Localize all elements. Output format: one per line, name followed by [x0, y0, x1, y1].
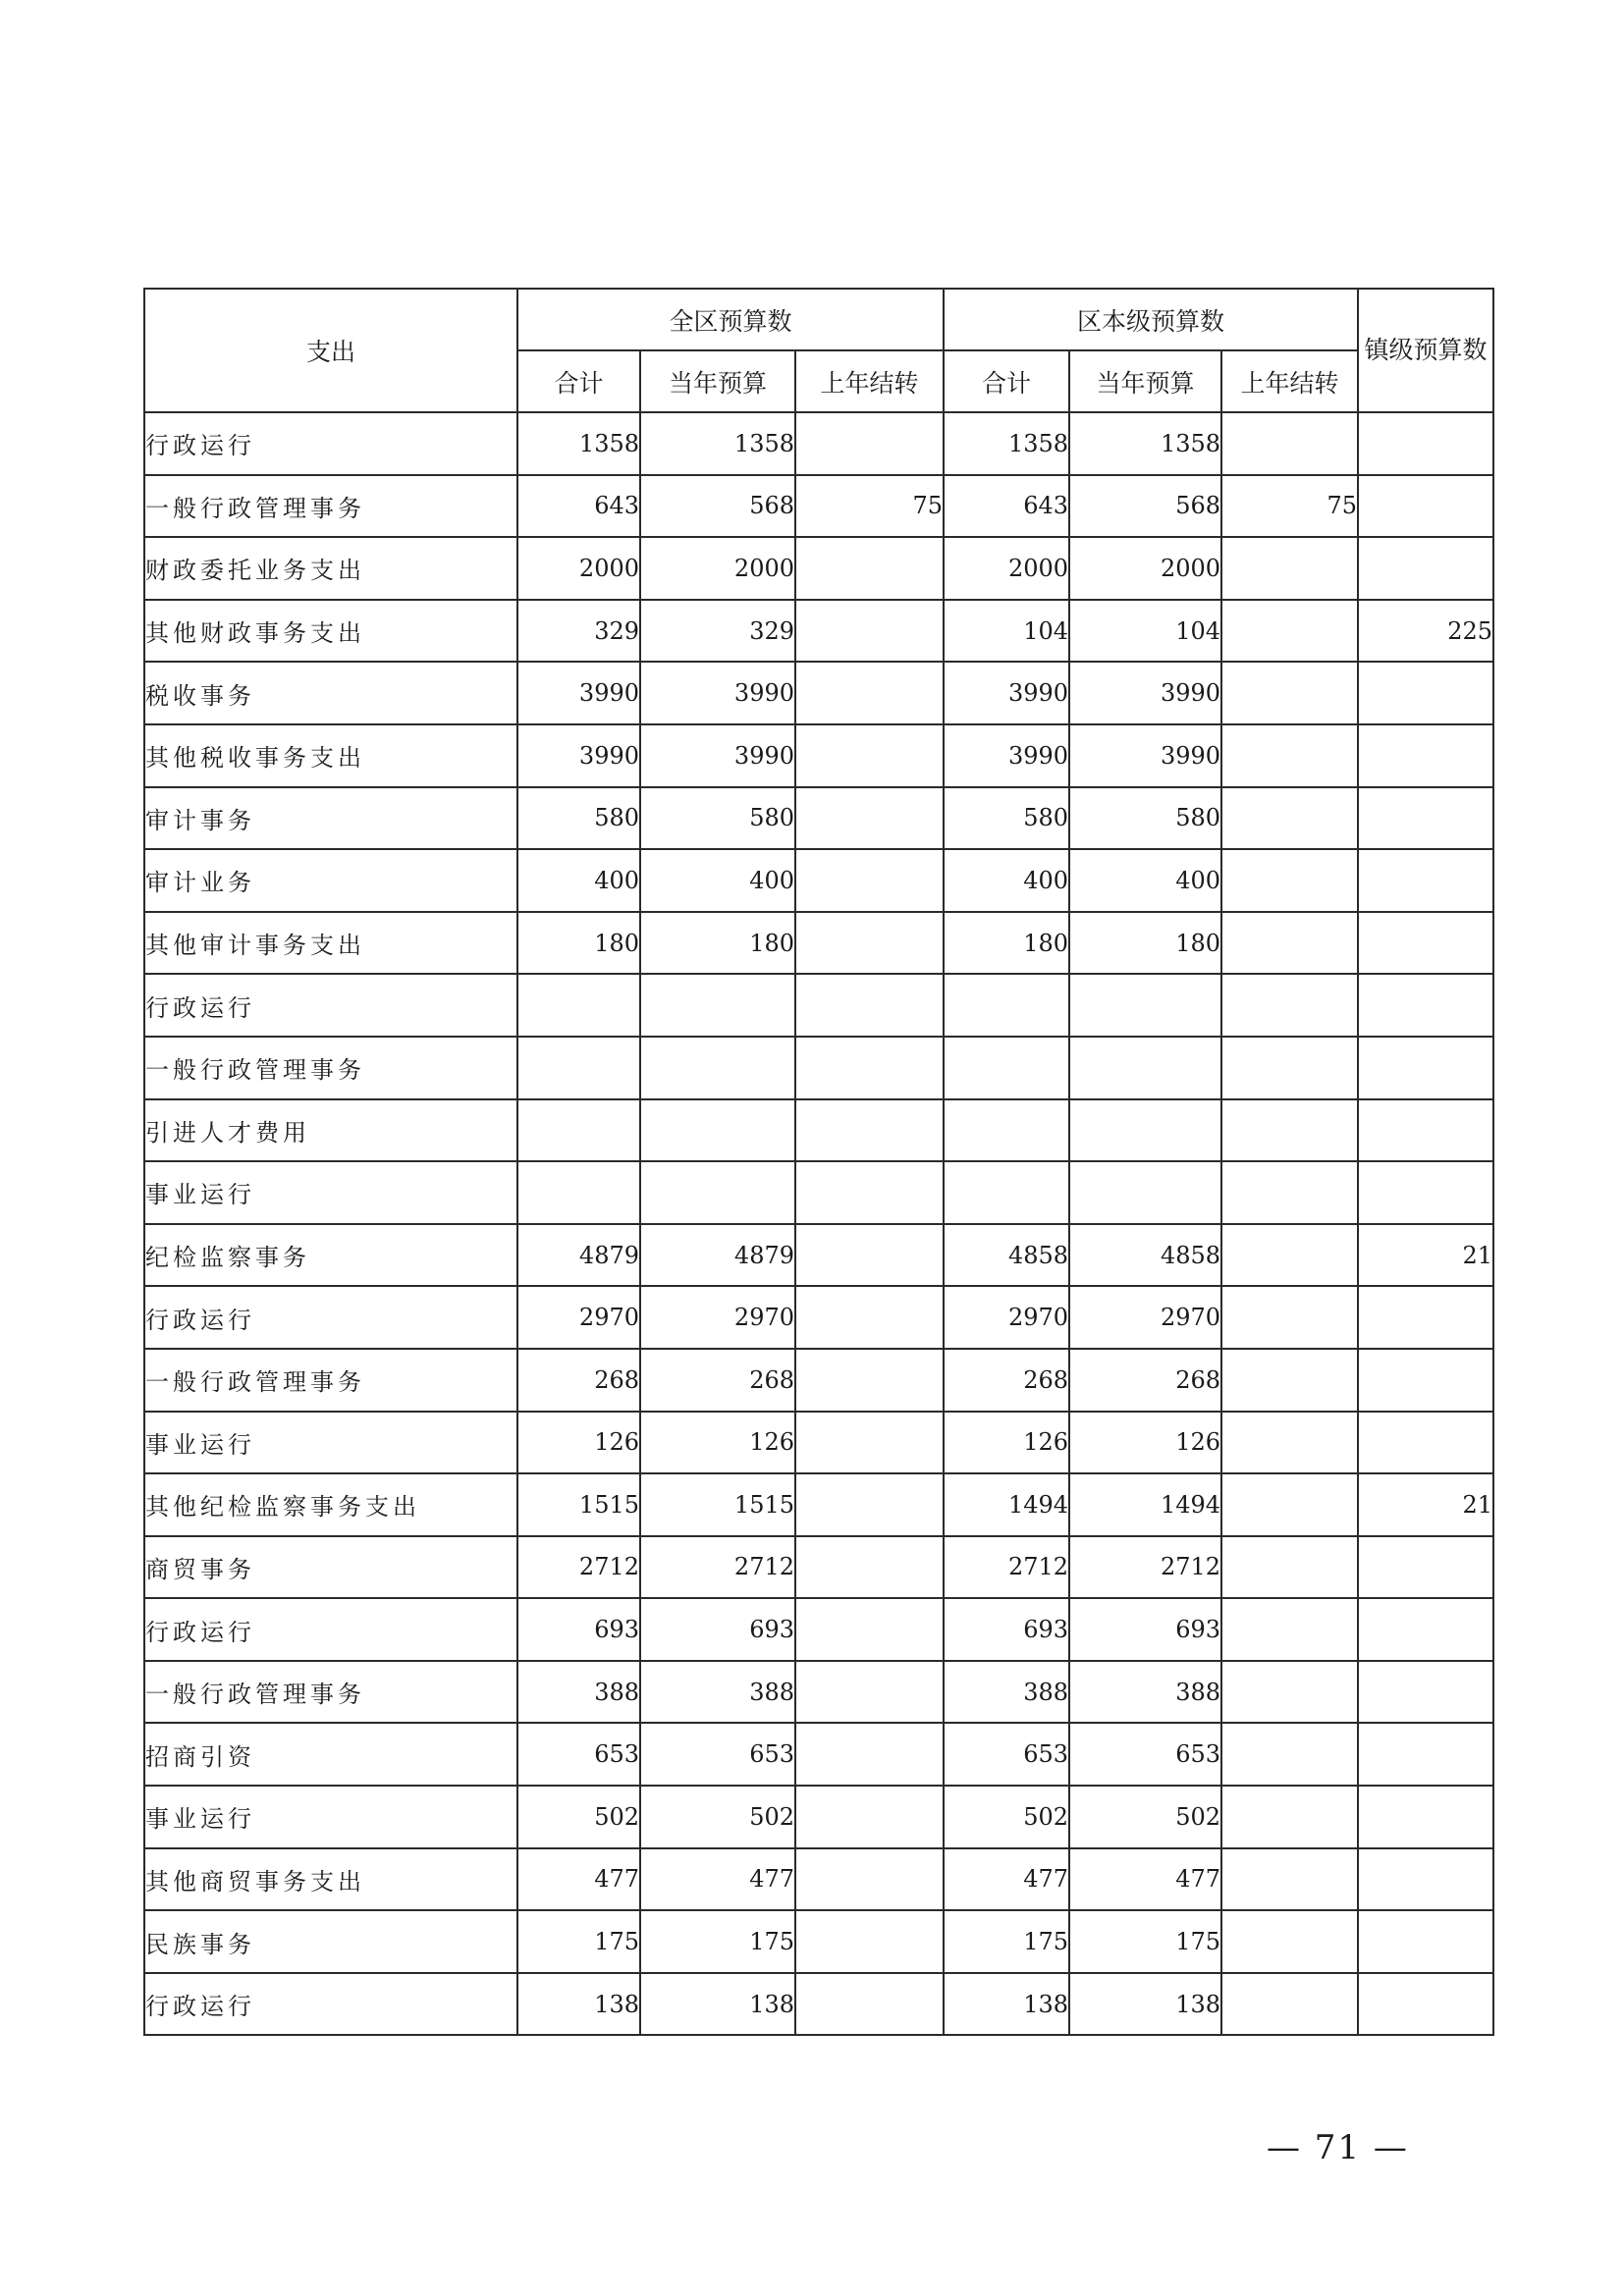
cell-district-subtotal: 477	[517, 1848, 640, 1911]
cell-district-carryover	[795, 537, 944, 600]
table-row	[144, 1536, 1493, 1599]
cell-district-current-year: 1358	[640, 412, 795, 475]
cell-district-subtotal	[517, 1037, 640, 1099]
table-row	[144, 1661, 1493, 1724]
cell-town-level	[1358, 787, 1493, 850]
item-name: 事业运行	[144, 1161, 517, 1224]
cell-level-subtotal	[944, 1037, 1069, 1099]
cell-district-carryover	[795, 1224, 944, 1287]
cell-level-carryover	[1221, 1536, 1358, 1599]
cell-level-current-year: 2000	[1069, 537, 1221, 600]
cell-level-carryover	[1221, 600, 1358, 663]
table-row	[144, 537, 1493, 600]
item-name: 行政运行	[144, 1973, 517, 2036]
table-row	[144, 849, 1493, 912]
cell-district-current-year: 502	[640, 1786, 795, 1848]
cell-district-subtotal: 3990	[517, 724, 640, 787]
cell-level-subtotal: 104	[944, 600, 1069, 663]
cell-district-subtotal: 175	[517, 1910, 640, 1973]
cell-district-carryover	[795, 1910, 944, 1973]
cell-town-level	[1358, 1286, 1493, 1349]
cell-district-current-year	[640, 1099, 795, 1162]
cell-level-current-year: 3990	[1069, 724, 1221, 787]
cell-district-current-year: 3990	[640, 662, 795, 724]
cell-district-current-year: 138	[640, 1973, 795, 2036]
item-name: 审计业务	[144, 849, 517, 912]
cell-district-subtotal: 643	[517, 475, 640, 538]
header-district-total: 全区预算数	[517, 289, 944, 350]
table-row	[144, 1099, 1493, 1162]
cell-level-current-year: 138	[1069, 1973, 1221, 2036]
cell-town-level	[1358, 1973, 1493, 2036]
table-row	[144, 724, 1493, 787]
cell-district-subtotal: 580	[517, 787, 640, 850]
cell-district-current-year: 653	[640, 1723, 795, 1786]
header-level-carryover: 上年结转	[1221, 350, 1358, 412]
cell-level-carryover	[1221, 412, 1358, 475]
item-name: 事业运行	[144, 1786, 517, 1848]
cell-town-level	[1358, 662, 1493, 724]
cell-district-current-year: 400	[640, 849, 795, 912]
cell-level-subtotal: 3990	[944, 662, 1069, 724]
table-row	[144, 1786, 1493, 1848]
item-name: 民族事务	[144, 1910, 517, 1973]
table-row	[144, 1910, 1493, 1973]
header-district-subtotal: 合计	[517, 350, 640, 412]
cell-district-subtotal	[517, 1099, 640, 1162]
cell-town-level	[1358, 1412, 1493, 1474]
cell-district-carryover	[795, 1349, 944, 1412]
cell-district-carryover	[795, 1973, 944, 2036]
header-district-level: 区本级预算数	[944, 289, 1358, 350]
cell-district-subtotal	[517, 974, 640, 1037]
cell-district-subtotal: 693	[517, 1598, 640, 1661]
cell-level-subtotal: 580	[944, 787, 1069, 850]
item-name: 行政运行	[144, 1286, 517, 1349]
cell-level-subtotal: 2712	[944, 1536, 1069, 1599]
cell-town-level	[1358, 1161, 1493, 1224]
cell-town-level	[1358, 1349, 1493, 1412]
cell-district-carryover	[795, 724, 944, 787]
item-name: 行政运行	[144, 1598, 517, 1661]
item-name: 商贸事务	[144, 1536, 517, 1599]
cell-town-level: 225	[1358, 600, 1493, 663]
cell-district-carryover	[795, 1161, 944, 1224]
cell-level-current-year: 477	[1069, 1848, 1221, 1911]
table-header	[144, 289, 1493, 412]
cell-level-subtotal: 388	[944, 1661, 1069, 1724]
cell-town-level	[1358, 912, 1493, 975]
cell-town-level: 21	[1358, 1473, 1493, 1536]
cell-level-current-year: 502	[1069, 1786, 1221, 1848]
cell-district-carryover	[795, 1286, 944, 1349]
cell-town-level	[1358, 475, 1493, 538]
cell-district-carryover	[795, 1661, 944, 1724]
cell-district-current-year: 175	[640, 1910, 795, 1973]
cell-level-subtotal: 643	[944, 475, 1069, 538]
cell-level-current-year: 568	[1069, 475, 1221, 538]
cell-district-current-year: 2000	[640, 537, 795, 600]
cell-level-carryover	[1221, 1598, 1358, 1661]
cell-level-carryover	[1221, 1286, 1358, 1349]
cell-town-level	[1358, 1848, 1493, 1911]
cell-town-level: 21	[1358, 1224, 1493, 1287]
item-name: 纪检监察事务	[144, 1224, 517, 1287]
cell-district-carryover	[795, 1099, 944, 1162]
cell-district-carryover	[795, 662, 944, 724]
cell-town-level	[1358, 1099, 1493, 1162]
cell-district-subtotal: 2000	[517, 537, 640, 600]
cell-district-subtotal: 268	[517, 1349, 640, 1412]
table-row	[144, 1286, 1493, 1349]
item-name: 事业运行	[144, 1412, 517, 1474]
cell-district-current-year: 268	[640, 1349, 795, 1412]
table-row	[144, 1723, 1493, 1786]
cell-level-current-year: 388	[1069, 1661, 1221, 1724]
cell-district-subtotal: 329	[517, 600, 640, 663]
table-body	[144, 412, 1493, 2035]
header-district-carryover: 上年结转	[795, 350, 944, 412]
cell-town-level	[1358, 1910, 1493, 1973]
cell-level-carryover	[1221, 1473, 1358, 1536]
table-row	[144, 475, 1493, 538]
cell-level-carryover	[1221, 1661, 1358, 1724]
cell-district-current-year: 568	[640, 475, 795, 538]
item-name: 其他税收事务支出	[144, 724, 517, 787]
cell-district-subtotal: 1515	[517, 1473, 640, 1536]
cell-level-subtotal: 477	[944, 1848, 1069, 1911]
cell-district-carryover	[795, 1723, 944, 1786]
table-row	[144, 1224, 1493, 1287]
cell-level-current-year	[1069, 1099, 1221, 1162]
cell-level-subtotal: 693	[944, 1598, 1069, 1661]
cell-district-current-year: 329	[640, 600, 795, 663]
table-row	[144, 662, 1493, 724]
cell-district-subtotal: 126	[517, 1412, 640, 1474]
cell-level-carryover	[1221, 787, 1358, 850]
cell-level-current-year	[1069, 1161, 1221, 1224]
cell-level-current-year: 3990	[1069, 662, 1221, 724]
cell-district-current-year: 126	[640, 1412, 795, 1474]
cell-district-subtotal: 180	[517, 912, 640, 975]
cell-level-carryover	[1221, 1349, 1358, 1412]
header-town-level: 镇级预算数	[1358, 289, 1493, 412]
cell-town-level	[1358, 1723, 1493, 1786]
cell-level-subtotal: 2000	[944, 537, 1069, 600]
item-name: 税收事务	[144, 662, 517, 724]
cell-district-subtotal: 502	[517, 1786, 640, 1848]
cell-level-carryover	[1221, 1224, 1358, 1287]
cell-town-level	[1358, 849, 1493, 912]
item-name: 其他纪检监察事务支出	[144, 1473, 517, 1536]
cell-level-current-year: 2712	[1069, 1536, 1221, 1599]
header-district-current-year: 当年预算	[640, 350, 795, 412]
cell-district-current-year: 580	[640, 787, 795, 850]
cell-district-subtotal: 1358	[517, 412, 640, 475]
cell-level-carryover	[1221, 1973, 1358, 2036]
cell-level-carryover	[1221, 974, 1358, 1037]
header-level-subtotal: 合计	[944, 350, 1069, 412]
cell-level-subtotal: 3990	[944, 724, 1069, 787]
cell-level-carryover	[1221, 1848, 1358, 1911]
cell-level-subtotal: 4858	[944, 1224, 1069, 1287]
cell-level-carryover: 75	[1221, 475, 1358, 538]
page-number: — 71 —	[1267, 2128, 1409, 2167]
cell-level-carryover	[1221, 1037, 1358, 1099]
cell-district-carryover	[795, 849, 944, 912]
cell-district-carryover	[795, 974, 944, 1037]
header-row-top	[144, 289, 1493, 350]
item-name: 一般行政管理事务	[144, 1349, 517, 1412]
table-row	[144, 1973, 1493, 2036]
cell-district-carryover	[795, 1786, 944, 1848]
item-name: 一般行政管理事务	[144, 475, 517, 538]
cell-district-carryover	[795, 1848, 944, 1911]
table-row	[144, 412, 1493, 475]
cell-town-level	[1358, 1661, 1493, 1724]
cell-level-current-year	[1069, 974, 1221, 1037]
cell-level-subtotal: 400	[944, 849, 1069, 912]
cell-level-current-year: 175	[1069, 1910, 1221, 1973]
cell-level-current-year: 268	[1069, 1349, 1221, 1412]
cell-district-carryover	[795, 1536, 944, 1599]
cell-district-subtotal: 4879	[517, 1224, 640, 1287]
table-row	[144, 1037, 1493, 1099]
cell-level-carryover	[1221, 1412, 1358, 1474]
table-row	[144, 974, 1493, 1037]
cell-town-level	[1358, 1536, 1493, 1599]
cell-level-subtotal	[944, 1161, 1069, 1224]
cell-town-level	[1358, 724, 1493, 787]
cell-district-carryover	[795, 412, 944, 475]
table-row	[144, 1473, 1493, 1536]
cell-level-subtotal: 138	[944, 1973, 1069, 2036]
cell-town-level	[1358, 1598, 1493, 1661]
cell-level-subtotal: 175	[944, 1910, 1069, 1973]
item-name: 一般行政管理事务	[144, 1037, 517, 1099]
item-name: 财政委托业务支出	[144, 537, 517, 600]
cell-district-carryover	[795, 912, 944, 975]
cell-level-current-year: 4858	[1069, 1224, 1221, 1287]
item-name: 行政运行	[144, 974, 517, 1037]
cell-district-subtotal: 138	[517, 1973, 640, 2036]
cell-district-subtotal: 400	[517, 849, 640, 912]
cell-level-current-year: 1494	[1069, 1473, 1221, 1536]
cell-town-level	[1358, 537, 1493, 600]
cell-district-subtotal: 388	[517, 1661, 640, 1724]
cell-level-subtotal: 1494	[944, 1473, 1069, 1536]
cell-level-current-year: 104	[1069, 600, 1221, 663]
cell-level-current-year: 126	[1069, 1412, 1221, 1474]
table-row	[144, 787, 1493, 850]
cell-district-current-year: 2970	[640, 1286, 795, 1349]
item-name: 审计事务	[144, 787, 517, 850]
cell-level-subtotal	[944, 1099, 1069, 1162]
cell-district-current-year	[640, 974, 795, 1037]
cell-district-current-year: 2712	[640, 1536, 795, 1599]
cell-district-current-year: 3990	[640, 724, 795, 787]
cell-level-subtotal	[944, 974, 1069, 1037]
cell-level-subtotal: 268	[944, 1349, 1069, 1412]
cell-level-carryover	[1221, 724, 1358, 787]
cell-district-current-year: 180	[640, 912, 795, 975]
cell-district-current-year: 477	[640, 1848, 795, 1911]
cell-district-carryover	[795, 1412, 944, 1474]
cell-level-current-year: 580	[1069, 787, 1221, 850]
cell-level-current-year	[1069, 1037, 1221, 1099]
table-row	[144, 1412, 1493, 1474]
cell-level-carryover	[1221, 1786, 1358, 1848]
cell-level-carryover	[1221, 1161, 1358, 1224]
table-row	[144, 1161, 1493, 1224]
item-name: 一般行政管理事务	[144, 1661, 517, 1724]
cell-level-carryover	[1221, 1723, 1358, 1786]
cell-district-carryover	[795, 787, 944, 850]
table-row	[144, 1598, 1493, 1661]
cell-district-current-year: 1515	[640, 1473, 795, 1536]
cell-level-carryover	[1221, 912, 1358, 975]
cell-level-subtotal: 502	[944, 1786, 1069, 1848]
budget-table	[143, 288, 1494, 2036]
table-row	[144, 600, 1493, 663]
header-expenditure: 支出	[144, 289, 517, 412]
cell-level-current-year: 180	[1069, 912, 1221, 975]
cell-level-subtotal: 653	[944, 1723, 1069, 1786]
table-row	[144, 1848, 1493, 1911]
cell-level-carryover	[1221, 1910, 1358, 1973]
cell-level-current-year: 693	[1069, 1598, 1221, 1661]
cell-level-carryover	[1221, 1099, 1358, 1162]
cell-town-level	[1358, 1037, 1493, 1099]
item-name: 其他商贸事务支出	[144, 1848, 517, 1911]
cell-level-current-year: 400	[1069, 849, 1221, 912]
cell-level-subtotal: 126	[944, 1412, 1069, 1474]
cell-district-subtotal: 3990	[517, 662, 640, 724]
cell-level-current-year: 2970	[1069, 1286, 1221, 1349]
item-name: 引进人才费用	[144, 1099, 517, 1162]
cell-district-current-year: 4879	[640, 1224, 795, 1287]
cell-district-subtotal: 2970	[517, 1286, 640, 1349]
cell-level-subtotal: 2970	[944, 1286, 1069, 1349]
cell-level-subtotal: 180	[944, 912, 1069, 975]
cell-district-carryover	[795, 1473, 944, 1536]
cell-level-subtotal: 1358	[944, 412, 1069, 475]
item-name: 行政运行	[144, 412, 517, 475]
cell-district-current-year: 693	[640, 1598, 795, 1661]
table-row	[144, 912, 1493, 975]
cell-district-subtotal: 653	[517, 1723, 640, 1786]
cell-level-carryover	[1221, 537, 1358, 600]
cell-level-current-year: 653	[1069, 1723, 1221, 1786]
cell-district-current-year	[640, 1037, 795, 1099]
cell-level-current-year: 1358	[1069, 412, 1221, 475]
header-level-current-year: 当年预算	[1069, 350, 1221, 412]
cell-district-carryover: 75	[795, 475, 944, 538]
cell-level-carryover	[1221, 849, 1358, 912]
cell-town-level	[1358, 412, 1493, 475]
item-name: 招商引资	[144, 1723, 517, 1786]
cell-district-current-year	[640, 1161, 795, 1224]
cell-town-level	[1358, 974, 1493, 1037]
cell-district-subtotal	[517, 1161, 640, 1224]
item-name: 其他审计事务支出	[144, 912, 517, 975]
cell-district-current-year: 388	[640, 1661, 795, 1724]
cell-district-carryover	[795, 600, 944, 663]
cell-district-carryover	[795, 1598, 944, 1661]
cell-district-subtotal: 2712	[517, 1536, 640, 1599]
table-row	[144, 1349, 1493, 1412]
cell-town-level	[1358, 1786, 1493, 1848]
item-name: 其他财政事务支出	[144, 600, 517, 663]
cell-level-carryover	[1221, 662, 1358, 724]
cell-district-carryover	[795, 1037, 944, 1099]
